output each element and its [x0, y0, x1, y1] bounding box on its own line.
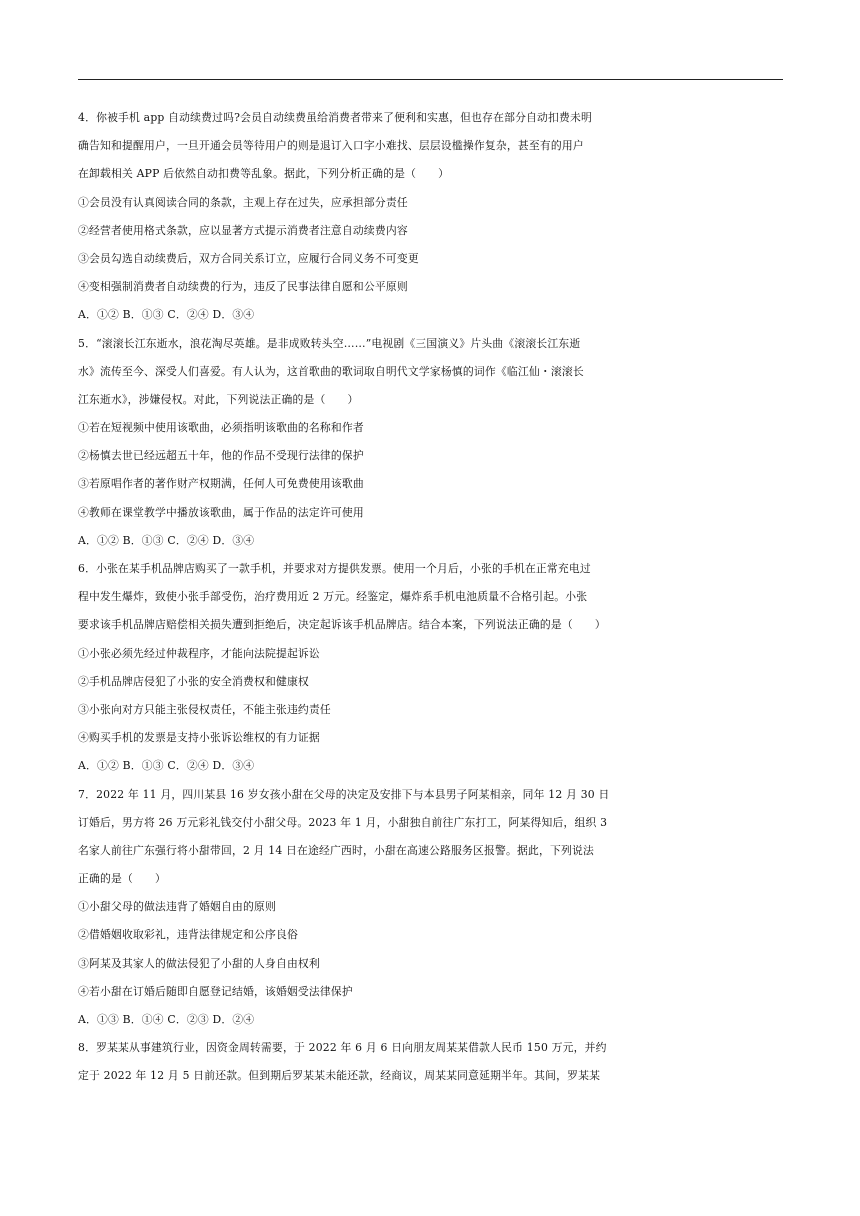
question-5	[78, 330, 788, 556]
statement-3: ③若原唱作者的著作财产权期满，任何人可免费使用该歌曲	[78, 477, 364, 491]
question-stem-line: 名家人前往广东强行将小甜带回，2 月 14 日在途经广西时，小甜在高速公路服务区报警。据此，下列说法	[78, 843, 594, 857]
statement-2: ②借婚姻收取彩礼，违背法律规定和公序良俗	[78, 928, 298, 942]
statement-2: ②杨慎去世已经远超五十年，他的作品不受现行法律的保护	[78, 449, 364, 463]
question-stem-line: 程中发生爆炸，致使小张手部受伤，治疗费用近 2 万元。经鉴定，爆炸系手机电池质量不合格引起。小张	[78, 590, 588, 604]
statement-4: ④教师在课堂教学中播放该歌曲，属于作品的法定许可使用	[78, 505, 364, 519]
statement-3: ③小张向对方只能主张侵权责任，不能主张违约责任	[78, 702, 331, 716]
question-6	[78, 555, 788, 781]
statement-4: ④若小甜在订婚后随即自愿登记结婚，该婚姻受法律保护	[78, 984, 353, 998]
question-8	[78, 1034, 788, 1090]
question-stem-line: 5．“滚滚长江东逝水，浪花淘尽英雄。是非成败转头空……”电视剧《三国演义》片头曲《滚滚长江东逝	[78, 336, 581, 350]
question-list	[78, 104, 788, 1091]
statement-4: ④购买手机的发票是支持小张诉讼维权的有力证据	[78, 731, 320, 745]
statement-1: ①会员没有认真阅读合同的条款，主观上存在过失，应承担部分责任	[78, 195, 408, 209]
statement-2: ②经营者使用格式条款，应以显著方式提示消费者注意自动续费内容	[78, 223, 408, 237]
statement-2: ②手机品牌店侵犯了小张的安全消费权和健康权	[78, 674, 309, 688]
header-rule	[78, 79, 783, 80]
question-stem-line: 定于 2022 年 12 月 5 日前还款。但到期后罗某某未能还款，经商议，周某某同意延期半年。其间，罗某某	[78, 1069, 601, 1083]
question-stem-line: 4．你被手机 app 自动续费过吗?会员自动续费虽给消费者带来了便利和实惠，但也存在部分自动扣费未明	[78, 111, 593, 124]
question-stem-line: 确告知和提醒用户，一旦开通会员等待用户的则是退订入口字小难找、层层设槛操作复杂，甚至有的用户	[78, 139, 584, 153]
question-stem-line: 水》流传至今、深受人们喜爱。有人认为，这首歌曲的歌词取自明代文学家杨慎的词作《临江仙・滚滚长	[78, 364, 584, 378]
answer-options: A．①② B．①③ C．②④ D．③④	[78, 308, 255, 322]
question-stem-line: 订婚后，男方将 26 万元彩礼钱交付小甜父母。2023 年 1 月，小甜独自前往广东打工，阿某得知后，组织 3	[78, 815, 608, 829]
statement-3: ③会员勾选自动续费后，双方合同关系订立，应履行合同义务不可变更	[78, 251, 419, 265]
question-4	[78, 104, 788, 330]
answer-options: A．①② B．①③ C．②④ D．③④	[78, 533, 255, 547]
statement-1: ①若在短视频中使用该歌曲，必须指明该歌曲的名称和作者	[78, 421, 364, 435]
answer-options: A．①③ B．①④ C．②③ D．②④	[78, 1013, 255, 1026]
question-stem-line: 8．罗某某从事建筑行业，因资金周转需要，于 2022 年 6 月 6 日向朋友周某某借款人民币 150 万元，并约	[78, 1041, 607, 1055]
statement-4: ④变相强制消费者自动续费的行为，违反了民事法律自愿和公平原则	[78, 280, 408, 294]
question-stem-line: 6．小张在某手机品牌店购买了一款手机，并要求对方提供发票。使用一个月后，小张的手机在正常充电过	[78, 562, 591, 575]
question-stem-line: 要求该手机品牌店赔偿相关损失遭到拒绝后，决定起诉该手机品牌店。结合本案，下列说法正确的是（ ）	[78, 618, 606, 632]
question-stem-line: 江东逝水》，涉嫌侵权。对此，下列说法正确的是（ ）	[78, 392, 359, 406]
question-7	[78, 781, 788, 1035]
answer-options: A．①② B．①③ C．②④ D．③④	[78, 759, 255, 773]
statement-3: ③阿某及其家人的做法侵犯了小甜的人身自由权利	[78, 956, 320, 970]
question-stem-line: 在卸载相关 APP 后依然自动扣费等乱象。据此，下列分析正确的是（ ）	[78, 167, 450, 181]
statement-1: ①小张必须先经过仲裁程序，才能向法院提起诉讼	[78, 646, 320, 660]
statement-1: ①小甜父母的做法违背了婚姻自由的原则	[78, 900, 276, 914]
question-stem-line: 正确的是（ ）	[78, 872, 166, 886]
question-stem-line: 7．2022 年 11 月，四川某县 16 岁女孩小甜在父母的决定及安排下与本县男子阿某相亲，同年 12 月 30 日	[78, 787, 610, 801]
